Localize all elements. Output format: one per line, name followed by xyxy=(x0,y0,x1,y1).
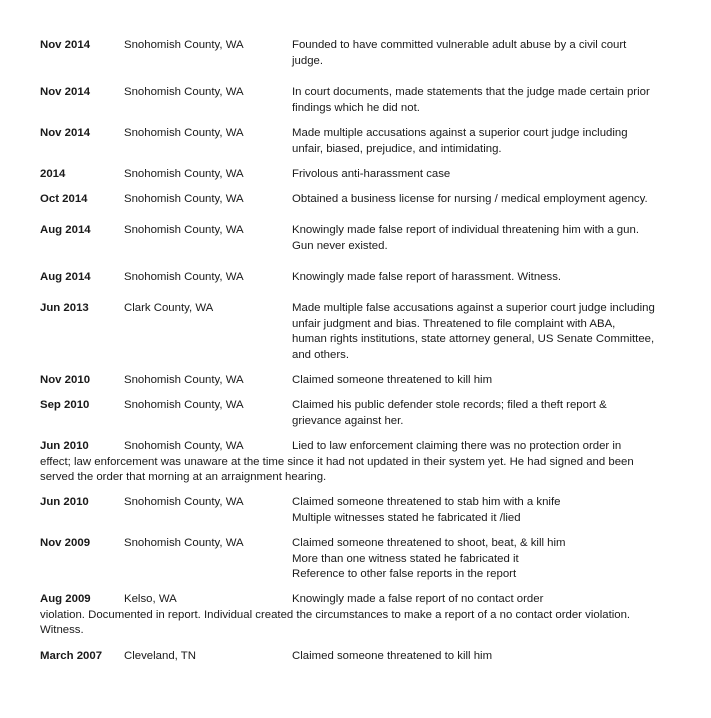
entry-location: Snohomish County, WA xyxy=(124,127,244,139)
entry-description xyxy=(292,536,682,583)
description-line: judge. xyxy=(292,54,324,67)
description-line: human rights institutions, state attorney general, US Senate Committee, xyxy=(292,333,655,346)
entry-description xyxy=(292,398,682,429)
description-line: Knowingly made false report of individual threatening him with a gun. xyxy=(292,224,639,236)
entry-location: Snohomish County, WA xyxy=(124,496,244,508)
entry-description xyxy=(292,192,682,208)
description-line: In court documents, made statements that the judge made certain prior xyxy=(292,86,650,98)
description-continuation-line: effect; law enforcement was unaware at the time since it had not updated in their system yet. He had signed and been xyxy=(40,455,634,468)
entry-date: Nov 2014 xyxy=(40,86,91,98)
description-line: Claimed someone threatened to kill him xyxy=(292,650,493,662)
entry-first-line xyxy=(40,439,680,455)
entry-description xyxy=(292,223,682,254)
description-line: grievance against her. xyxy=(292,414,404,427)
entry-date: Aug 2014 xyxy=(40,271,91,283)
entry-date: Aug 2014 xyxy=(40,224,91,236)
entry-description xyxy=(292,38,682,69)
description-line: Reference to other false reports in the report xyxy=(292,568,517,581)
entry-location: Clark County, WA xyxy=(124,302,214,314)
description-line: Made multiple false accusations against a superior court judge including xyxy=(292,302,655,314)
record-entry xyxy=(40,592,680,639)
entry-description xyxy=(292,126,682,157)
description-line: Founded to have committed vulnerable adult abuse by a civil court xyxy=(292,39,627,51)
entry-location: Cleveland, TN xyxy=(124,650,196,662)
description-continuation-line: Witness. xyxy=(40,624,84,637)
description-line: Knowingly made false report of harassment. Witness. xyxy=(292,271,562,283)
entry-description xyxy=(292,301,682,363)
entry-date: Nov 2014 xyxy=(40,39,91,51)
record-entry xyxy=(40,439,680,486)
entry-date: Nov 2010 xyxy=(40,374,91,386)
description-line: Claimed someone threatened to stab him with a knife xyxy=(292,496,561,508)
description-line: Obtained a business license for nursing / medical employment agency. xyxy=(292,193,648,205)
entry-location: Snohomish County, WA xyxy=(124,168,244,180)
entry-location: Snohomish County, WA xyxy=(124,271,244,283)
entry-description xyxy=(292,373,682,389)
entry-date: March 2007 xyxy=(40,650,103,662)
description-line: Gun never existed. xyxy=(292,239,388,252)
description-line: Claimed someone threatened to kill him xyxy=(292,374,493,386)
description-line: Made multiple accusations against a superior court judge including xyxy=(292,127,628,139)
entry-location: Snohomish County, WA xyxy=(124,399,244,411)
description-line: and others. xyxy=(292,348,349,361)
entry-description xyxy=(292,270,682,286)
entry-first-line xyxy=(40,592,680,608)
description-line: findings which he did not. xyxy=(292,101,420,114)
entry-location: Snohomish County, WA xyxy=(124,86,244,98)
entry-date: Nov 2014 xyxy=(40,127,91,139)
entry-date: Jun 2010 xyxy=(40,496,89,508)
description-line: unfair judgment and bias. Threatened to file complaint with ABA, xyxy=(292,317,616,330)
entry-location: Snohomish County, WA xyxy=(124,440,244,452)
description-line: Claimed someone threatened to shoot, beat, & kill him xyxy=(292,537,566,549)
entry-location: Snohomish County, WA xyxy=(124,537,244,549)
entry-description xyxy=(292,495,682,526)
entry-date: Aug 2009 xyxy=(40,593,91,605)
description-line: Multiple witnesses stated he fabricated it /lied xyxy=(292,511,521,524)
entry-description: Knowingly made a false report of no contact order xyxy=(292,593,544,605)
entry-location: Snohomish County, WA xyxy=(124,39,244,51)
description-line: Frivolous anti-harassment case xyxy=(292,168,451,180)
entry-description xyxy=(292,167,682,183)
description-line: unfair, biased, prejudice, and intimidating. xyxy=(292,142,502,155)
entry-description: Lied to law enforcement claiming there was no protection order in xyxy=(292,440,622,452)
entry-date: Jun 2013 xyxy=(40,302,89,314)
description-continuation-line: violation. Documented in report. Individual created the circumstances to make a report of a no contact order violation. xyxy=(40,608,631,621)
entry-location: Kelso, WA xyxy=(124,593,177,605)
description-line: Claimed his public defender stole records; filed a theft report & xyxy=(292,399,607,411)
description-continuation-line: served the order that morning at an arraignment hearing. xyxy=(40,471,327,484)
entry-date: Nov 2009 xyxy=(40,537,91,549)
entry-description xyxy=(292,85,682,116)
entry-description xyxy=(292,649,682,665)
entry-location: Snohomish County, WA xyxy=(124,193,244,205)
entry-date: Jun 2010 xyxy=(40,440,89,452)
entry-location: Snohomish County, WA xyxy=(124,374,244,386)
entry-date: 2014 xyxy=(40,168,66,180)
entry-date: Oct 2014 xyxy=(40,193,88,205)
entry-location: Snohomish County, WA xyxy=(124,224,244,236)
entry-date: Sep 2010 xyxy=(40,399,90,411)
description-line: More than one witness stated he fabricated it xyxy=(292,552,519,565)
